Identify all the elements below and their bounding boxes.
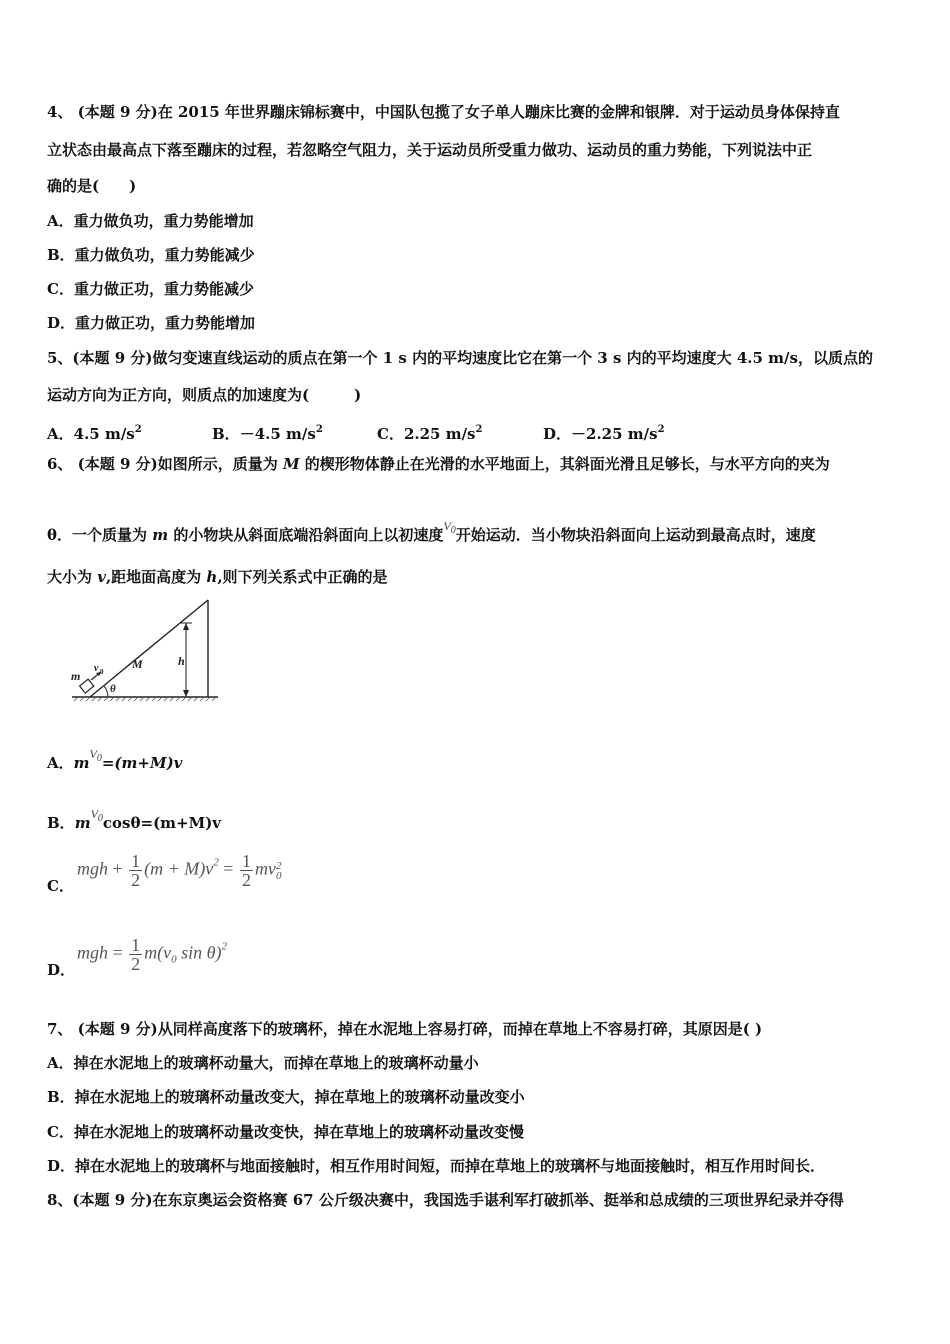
numerator: 1 (131, 935, 141, 955)
equals-sign: = (223, 858, 234, 879)
denominator: 2 (241, 870, 251, 890)
option-label: B． (212, 425, 240, 443)
symbol-m: m (73, 754, 90, 772)
text: ,距地面高度为 (105, 568, 207, 586)
fraction-half (129, 936, 142, 973)
label-v0-sub: 0 (100, 668, 104, 676)
equals-sign: = (112, 942, 123, 963)
term-sin: sin θ) (176, 942, 222, 963)
symbol-v0 (90, 807, 103, 824)
option-exponent: 2 (315, 424, 323, 435)
q5-line-1: 5、(本题 9 分)做匀变速直线运动的质点在第一个 1 s 内的平均速度比它在第一个 3 s 内的平均速度大 4.5 m/s，以质点的 (47, 349, 873, 367)
option-label: A． (47, 425, 74, 443)
option-exponent: 2 (475, 424, 483, 435)
v0-subscript: 0 (450, 525, 456, 536)
symbol-h: h (206, 568, 218, 586)
v0-subscript: 0 (96, 753, 102, 764)
denominator: 2 (131, 954, 141, 974)
term-v: v (163, 942, 172, 963)
subscript: 0 (275, 869, 282, 882)
q6-option-c-label: C． (47, 877, 74, 895)
v0-letter: V (89, 747, 97, 761)
subscript: 0 (171, 953, 177, 966)
symbol-v0 (443, 519, 456, 536)
angle-arc (104, 686, 108, 697)
q7-option-c: C．掉在水泥地上的玻璃杯动量改变快，掉在草地上的玻璃杯动量改变慢 (47, 1123, 524, 1141)
term-kinetic: (m + M)v (144, 858, 214, 879)
label-M: M (132, 657, 143, 671)
option-label: C． (377, 425, 404, 443)
text: ,则下列关系式中正确的是 (217, 568, 388, 586)
option-value: －2.25 m/s (571, 425, 658, 443)
wedge-diagram (68, 596, 228, 706)
expression: cosθ=(m+M)v (102, 814, 222, 832)
option-label: D． (543, 425, 572, 443)
numerator: 1 (131, 851, 141, 871)
exponent: 2 (275, 859, 282, 872)
q8-line-1: 8、(本题 9 分)在东京奥运会资格赛 67 公斤级决赛中，我国选手谌利军打破抓举、挺举和总成绩的三项世界纪录并夺得 (47, 1191, 844, 1209)
q6-option-d-formula (77, 936, 227, 973)
label-theta: θ (110, 683, 116, 695)
q4-line-2: 立状态由最高点下落至蹦床的过程，若忽略空气阻力，关于运动员所受重力做功、运动员的重力势能，下列说法中正 (47, 141, 813, 159)
q7-option-a: A．掉在水泥地上的玻璃杯动量大，而掉在草地上的玻璃杯动量小 (47, 1054, 479, 1072)
option-value: 2.25 m/s (403, 425, 476, 443)
q7-option-d: D．掉在水泥地上的玻璃杯与地面接触时，相互作用时间短，而掉在草地上的玻璃杯与地面接触时，相互作用时间长． (47, 1157, 826, 1175)
option-exponent: 2 (657, 424, 665, 435)
exponent: 2 (221, 940, 227, 953)
text: 大小为 (47, 568, 98, 586)
q7-line-1: 7、 (本题 9 分)从同样高度落下的玻璃杯，掉在水泥地上容易打碎，而掉在草地上不容易打碎，其原因是( ) (47, 1020, 763, 1038)
q4-option-a: A．重力做负功，重力势能增加 (47, 212, 254, 230)
q5-option-d (543, 420, 665, 444)
v0-letter: V (443, 519, 451, 533)
q6-option-d-label: D． (47, 961, 76, 979)
option-exponent: 2 (134, 424, 142, 435)
q7-option-b: B．掉在水泥地上的玻璃杯动量改变大，掉在草地上的玻璃杯动量改变小 (47, 1088, 525, 1106)
symbol-m: m (152, 526, 169, 544)
height-arrow-up (183, 623, 189, 630)
label-v0: v (94, 663, 99, 674)
option-label: B． (47, 814, 75, 832)
term-m: m( (144, 942, 164, 963)
q5-line-2: 运动方向为正方向，则质点的加速度为( ) (47, 386, 362, 404)
option-value: －4.5 m/s (239, 425, 316, 443)
q5-option-a (47, 420, 142, 444)
fraction-half (240, 852, 253, 889)
q4-line-1: 4、 (本题 9 分)在 2015 年世界蹦床锦标赛中，中国队包揽了女子单人蹦床比赛的金牌和银牌．对于运动员身体保持直 (47, 103, 840, 121)
height-arrow-down (183, 690, 189, 697)
q6-line-2 (47, 516, 816, 545)
numerator: 1 (241, 851, 251, 871)
q6-option-b (47, 804, 221, 833)
q6-line-3 (47, 567, 388, 587)
incline-surface (90, 600, 208, 697)
q4-line-3: 确的是( ) (47, 177, 137, 195)
label-h: h (178, 654, 185, 668)
q6-option-a (47, 744, 182, 773)
option-label: A． (47, 754, 74, 772)
symbol-v: v (97, 568, 106, 586)
text: 6、 (本题 9 分)如图所示，质量为 (47, 455, 283, 473)
q4-option-b: B．重力做负功，重力势能减少 (47, 246, 255, 264)
label-m: m (71, 669, 81, 683)
term-mgh: mgh (77, 858, 108, 879)
q6-option-c-formula (77, 852, 281, 889)
exponent: 2 (213, 856, 219, 869)
q6-line-1 (47, 454, 830, 474)
v0-letter: V (90, 807, 98, 821)
text: 开始运动．当小物块沿斜面向上运动到最高点时，速度 (455, 526, 816, 544)
symbol-m: m (74, 814, 91, 832)
plus-sign: + (112, 858, 123, 879)
q4-option-c: C．重力做正功，重力势能减少 (47, 280, 254, 298)
small-block (80, 679, 94, 693)
text: θ．一个质量为 (47, 526, 153, 544)
q5-option-b (212, 420, 323, 444)
expression: =(m+M)v (101, 754, 183, 772)
q5-option-c (377, 420, 482, 444)
v0-subscript: 0 (97, 813, 103, 824)
symbol-v0 (89, 747, 102, 764)
denominator: 2 (131, 870, 141, 890)
option-value: 4.5 m/s (73, 425, 135, 443)
fraction-half (129, 852, 142, 889)
symbol-M: M (282, 455, 300, 473)
text: 的楔形物体静止在光滑的水平地面上，其斜面光滑且足够长，与水平方向的夹为 (299, 455, 830, 473)
q4-option-d: D．重力做正功，重力势能增加 (47, 314, 256, 332)
term-mgh: mgh (77, 942, 108, 963)
text: 的小物块从斜面底端沿斜面向上以初速度 (168, 526, 444, 544)
term-initial: mv (254, 858, 276, 879)
